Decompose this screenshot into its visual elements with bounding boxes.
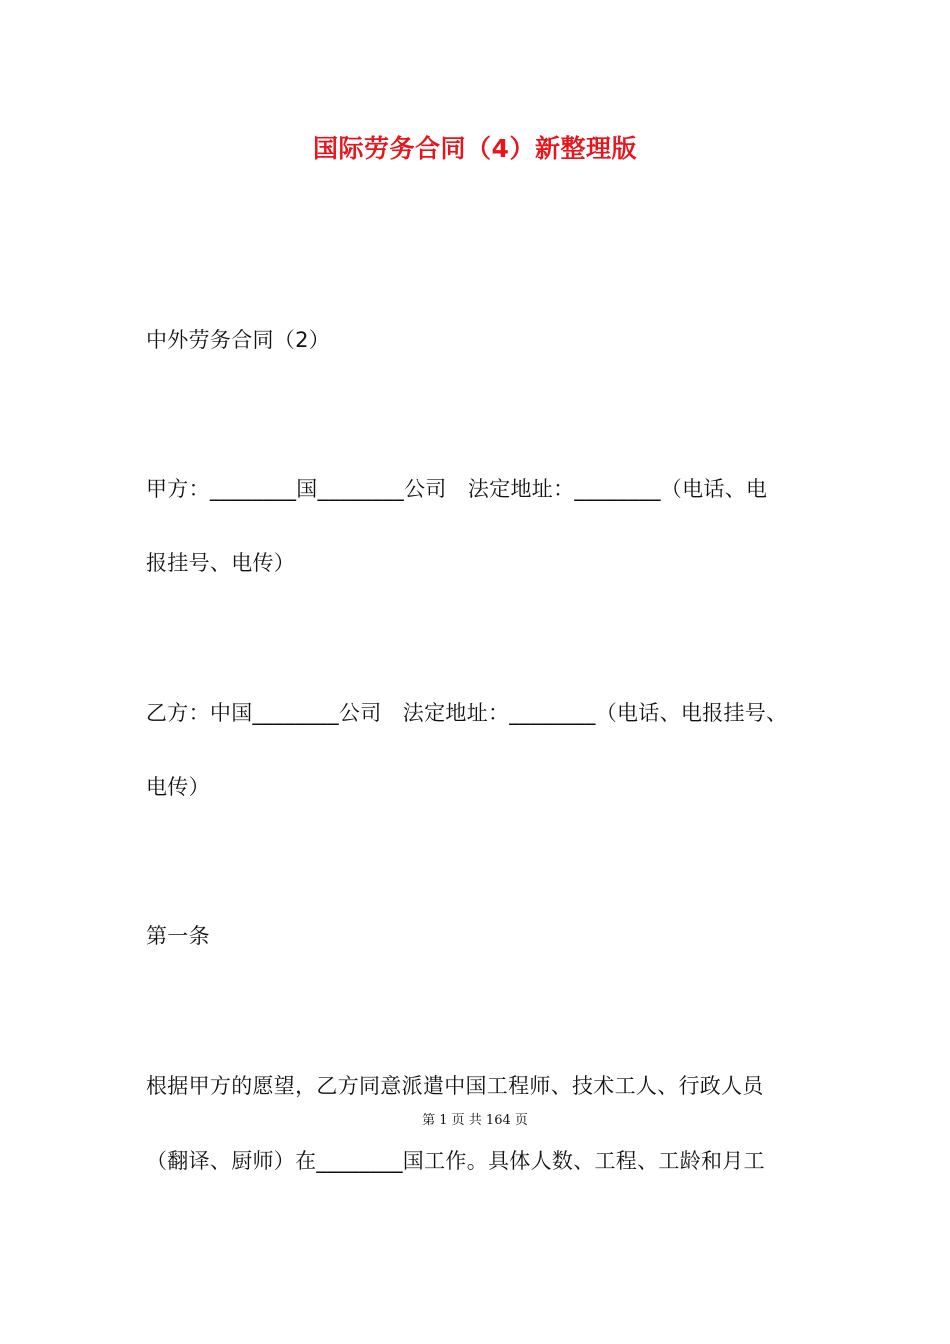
body-paragraph-line-1: 根据甲方的愿望，乙方同意派遣中国工程师、技术工人、行政人员 <box>146 1074 764 1098</box>
party-a-line-2: 报挂号、电传） <box>146 551 296 575</box>
article-heading: 第一条 <box>146 924 210 948</box>
page-number-footer: 第 1 页 共 164 页 <box>422 1113 528 1128</box>
body-paragraph-line-2: （翻译、厨师）在________国工作。具体人数、工程、工龄和月工 <box>146 1149 765 1173</box>
contract-subtitle: 中外劳务合同（2） <box>146 328 331 352</box>
party-b-line-1: 乙方：中国________公司 法定地址：________（电话、电报挂号、 <box>146 701 788 725</box>
party-a-line-1: 甲方：________国________公司 法定地址：________（电话、电 <box>146 477 768 501</box>
party-b-line-2: 电传） <box>146 775 210 799</box>
document-title: 国际劳务合同（4）新整理版 <box>313 134 637 163</box>
